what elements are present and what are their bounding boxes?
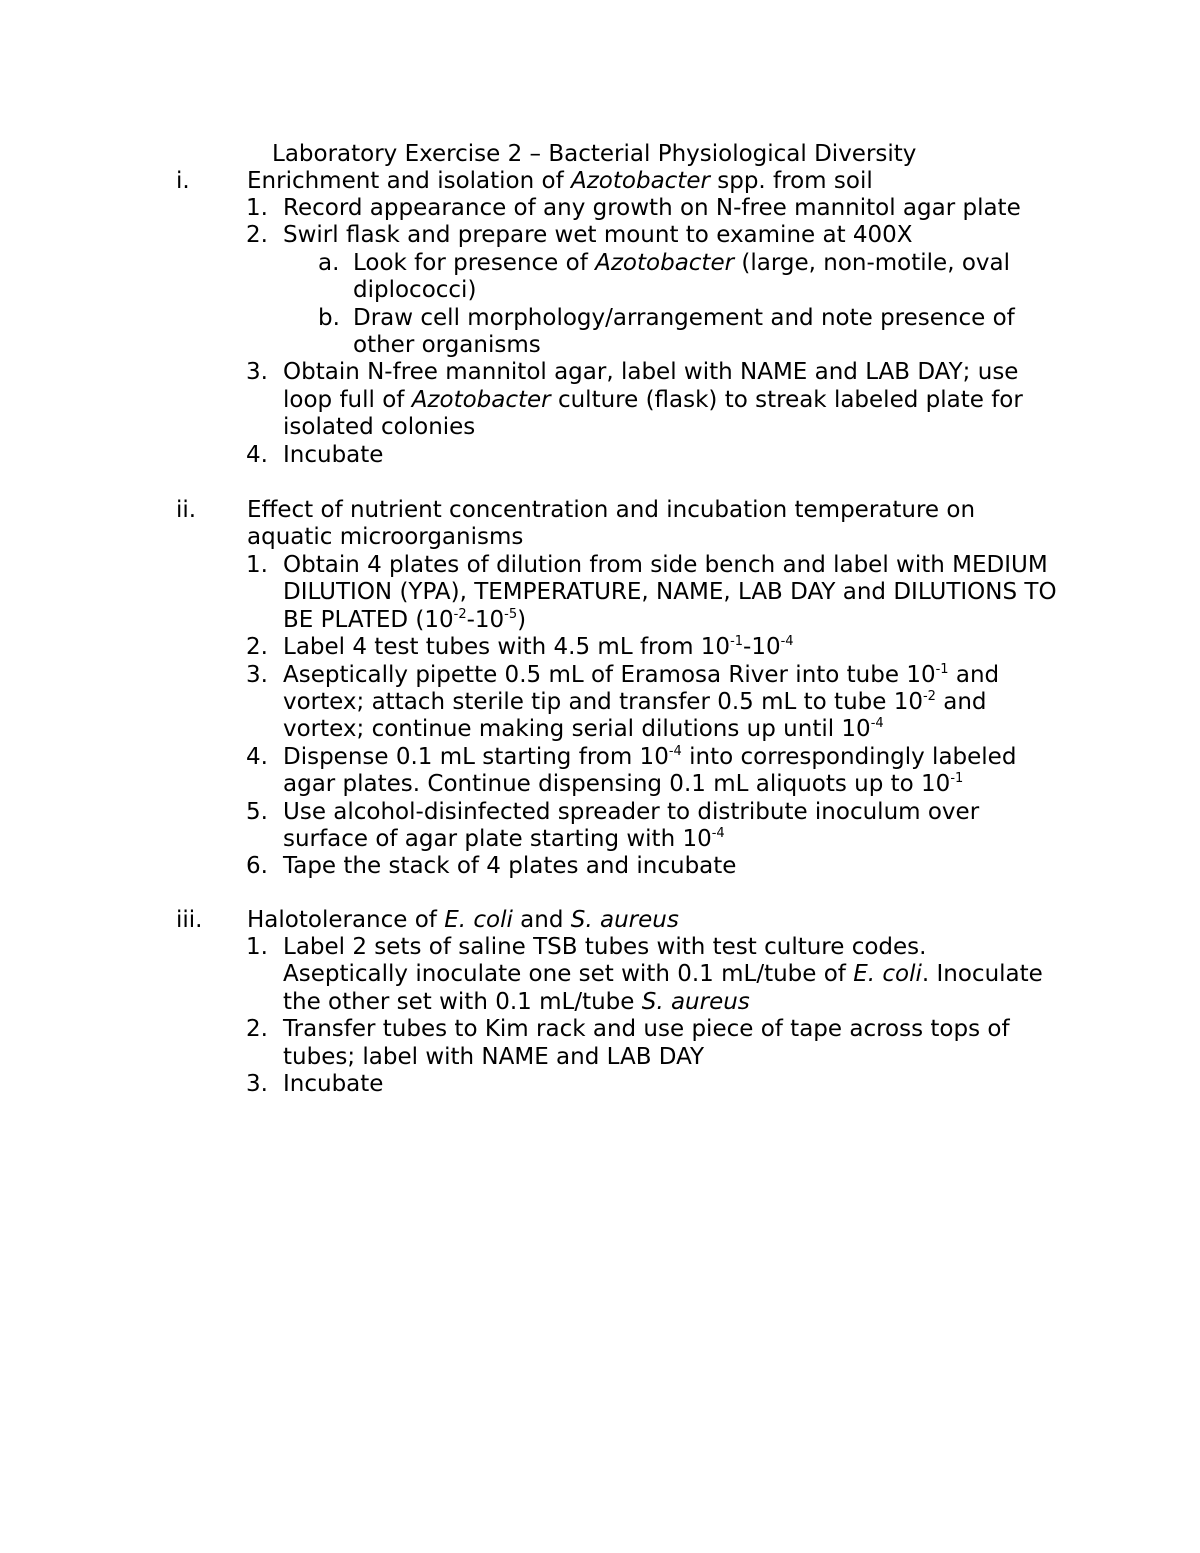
section-title: Effect of nutrient concentration and incubation temperature on aquatic microorganisms bbox=[247, 497, 976, 550]
section-title: Halotolerance of E. coli and S. aureus bbox=[247, 907, 679, 933]
sub-list-item: b. Draw cell morphology/arrangement and note presence of other organisms bbox=[318, 304, 1015, 359]
list-item: 5. Use alcohol-disinfected spreader to distribute inoculum over surface of agar plate starting with $10^{-4}$ bbox=[246, 798, 980, 853]
section-title: Enrichment and isolation of Azotobacter spp. from soil bbox=[247, 168, 873, 194]
step-list bbox=[0, 934, 1200, 1098]
list-item: 2. Label 4 test tubes with 4.5 mL from $10^{-1}-10^{-4}$ bbox=[246, 634, 794, 661]
sub-step-list bbox=[0, 250, 1200, 360]
list-item: 2. Swirl flask and prepare wet mount to examine at 400X a. Look for presence of Azotobacter (large, non-motile, oval diplococci) b. Draw cell morphology/arrangement and note presence of other organisms bbox=[0, 222, 1200, 359]
sub-list-item: a. Look for presence of Azotobacter (large, non-motile, oval diplococci) bbox=[318, 249, 1010, 304]
step-list bbox=[0, 195, 1200, 469]
document-title: Laboratory Exercise 2 – Bacterial Physiological Diversity bbox=[272, 141, 917, 167]
section-marker: i. bbox=[176, 168, 190, 194]
list-item: 4. Incubate bbox=[246, 441, 384, 468]
list-item: 4. Dispense 0.1 mL starting from $10^{-4}$ into correspondingly labeled agar plates. Continue dispensing 0.1 mL aliquots up to $10^{-1}$ bbox=[246, 743, 1017, 798]
list-item: 3. Aseptically pipette 0.5 mL of Eramosa River into tube $10^{-1}$ and vortex; attach sterile tip and transfer 0.5 mL to tube $10^{-2}$ and vortex; continue making serial dilutions up until $10^{-4}$ bbox=[246, 661, 1000, 743]
step-list bbox=[0, 552, 1200, 881]
list-item: 3. Incubate bbox=[246, 1071, 384, 1098]
list-item: 1. Obtain 4 plates of dilution from side bench and label with MEDIUM DILUTION (YPA), TEMPERATURE, NAME, LAB DAY and DILUTIONS TO BE PLATED $(10^{-2}-10^{-5})$ bbox=[246, 552, 1057, 633]
section-marker: iii. bbox=[176, 907, 203, 933]
list-item: 1. Label 2 sets of saline TSB tubes with test culture codes. Aseptically inoculate one set with 0.1 mL/tube of E. coli. Inoculate the other set with 0.1 mL/tube S. aureus bbox=[246, 934, 1043, 1015]
list-item: 3. Obtain N-free mannitol agar, label with NAME and LAB DAY; use loop full of Azotobacter culture (flask) to streak labeled plate for isolated colonies bbox=[246, 359, 1023, 441]
list-item: 6. Tape the stack of 4 plates and incubate bbox=[246, 853, 737, 880]
list-item: 1. Record appearance of any growth on N-free mannitol agar plate bbox=[246, 195, 1021, 221]
section-marker: ii. bbox=[176, 497, 197, 523]
list-item: 2. Transfer tubes to Kim rack and use piece of tape across tops of tubes; label with NAME and LAB DAY bbox=[246, 1016, 1010, 1070]
